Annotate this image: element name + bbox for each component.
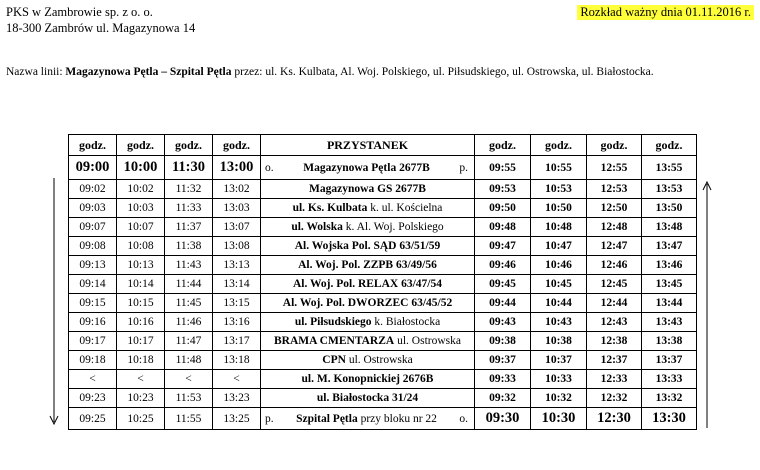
stop-detail: k. Al. Woj. Polskiego (342, 221, 444, 233)
return-time: 10:46 (531, 256, 587, 275)
return-time: 12:30 (587, 408, 642, 430)
return-time: 09:33 (475, 370, 531, 389)
stop-cell (261, 332, 475, 351)
col-header: godz. (531, 135, 587, 156)
departure-time: < (117, 370, 165, 389)
stop-detail: k. ul. Kościelna (367, 202, 443, 214)
stop-name: Magazynowa Pętla 2677B (303, 161, 430, 174)
departure-time: 10:15 (117, 294, 165, 313)
stop-cell (261, 237, 475, 256)
stop-name: Al. Woj. Pol. RELAX 63/47/54 (293, 278, 442, 290)
departure-time: 11:33 (165, 199, 213, 218)
stop-detail: k. Białostocka (371, 316, 441, 328)
return-time: 13:44 (642, 294, 697, 313)
table-row (69, 389, 697, 408)
return-time: 12:46 (587, 256, 642, 275)
departure-time: 13:02 (213, 180, 261, 199)
table-row (69, 237, 697, 256)
return-time: 12:53 (587, 180, 642, 199)
return-time: 13:38 (642, 332, 697, 351)
departure-time: 13:18 (213, 351, 261, 370)
return-time: 12:44 (587, 294, 642, 313)
return-time: 09:55 (475, 156, 531, 180)
departure-time: 13:25 (213, 408, 261, 430)
departure-time: < (213, 370, 261, 389)
return-time: 10:55 (531, 156, 587, 180)
table-row (69, 275, 697, 294)
table-row (69, 408, 697, 430)
departure-time: 11:55 (165, 408, 213, 430)
return-time: 13:53 (642, 180, 697, 199)
validity-date: Rozkład ważny dnia 01.11.2016 r. (577, 5, 754, 20)
stop-name: ul. Ks. Kulbata (292, 202, 368, 214)
return-time: 13:43 (642, 313, 697, 332)
return-time: 10:44 (531, 294, 587, 313)
stop-cell (261, 351, 475, 370)
departure-time: 10:13 (117, 256, 165, 275)
departure-time: 11:43 (165, 256, 213, 275)
departure-time: 09:08 (69, 237, 117, 256)
departure-time: 09:23 (69, 389, 117, 408)
stop-cell (261, 218, 475, 237)
return-time: 09:47 (475, 237, 531, 256)
return-time: 10:43 (531, 313, 587, 332)
return-time: 12:50 (587, 199, 642, 218)
stop-name: Al. Woj. Pol. DWORZEC 63/45/52 (282, 297, 453, 309)
stop-name: ul. M. Konopnickiej 2676B (301, 373, 434, 385)
return-time: 10:37 (531, 351, 587, 370)
return-time: 12:43 (587, 313, 642, 332)
route-via: przez: ul. Ks. Kulbata, Al. Woj. Polskiego, ul. Piłsudskiego, ul. Ostrowska, ul. Białostocka. (234, 66, 654, 78)
return-time: 13:45 (642, 275, 697, 294)
stop-name: Magazynowa GS 2677B (309, 183, 426, 195)
return-time: 09:50 (475, 199, 531, 218)
table-row (69, 199, 697, 218)
col-header: godz. (69, 135, 117, 156)
table-row (69, 332, 697, 351)
departure-time: 13:00 (213, 156, 261, 180)
stop-name: ul. Wolska (291, 221, 343, 233)
return-time: 09:45 (475, 275, 531, 294)
stop-tag: p. (265, 412, 274, 425)
return-time: 13:55 (642, 156, 697, 180)
departure-time: 09:25 (69, 408, 117, 430)
return-time: 09:43 (475, 313, 531, 332)
departure-time: 10:23 (117, 389, 165, 408)
departure-time: 13:14 (213, 275, 261, 294)
stop-name: Al. Woj. Pol. ZZPB 63/49/56 (298, 259, 437, 271)
departure-time: 10:14 (117, 275, 165, 294)
stop-tag: o. (265, 161, 274, 174)
table-row (69, 180, 697, 199)
col-header: godz. (642, 135, 697, 156)
return-time: 12:55 (587, 156, 642, 180)
departure-time: 13:23 (213, 389, 261, 408)
departure-time: 09:17 (69, 332, 117, 351)
route-name: Magazynowa Pętla – Szpital Pętla (65, 66, 232, 78)
departure-time: 09:00 (69, 156, 117, 180)
return-time: 10:45 (531, 275, 587, 294)
departure-time: 11:30 (165, 156, 213, 180)
departure-time: 13:13 (213, 256, 261, 275)
departure-time: 13:17 (213, 332, 261, 351)
return-time: 09:53 (475, 180, 531, 199)
stop-cell (261, 156, 475, 180)
return-time: 10:38 (531, 332, 587, 351)
company-name: PKS w Zambrowie sp. z o. o. (6, 5, 153, 19)
departure-time: 11:46 (165, 313, 213, 332)
return-time: 13:47 (642, 237, 697, 256)
departure-time: 10:17 (117, 332, 165, 351)
return-time: 09:44 (475, 294, 531, 313)
return-time: 10:33 (531, 370, 587, 389)
stop-tag: p. (459, 161, 468, 174)
departure-time: 11:38 (165, 237, 213, 256)
return-time: 09:30 (475, 408, 531, 430)
departure-time: 10:07 (117, 218, 165, 237)
stop-cell (261, 294, 475, 313)
departure-time: < (69, 370, 117, 389)
return-time: 13:46 (642, 256, 697, 275)
table-row (69, 256, 697, 275)
departure-time: 13:07 (213, 218, 261, 237)
company-address: 18-300 Zambrów ul. Magazynowa 14 (6, 21, 196, 35)
route-label: Nazwa linii: (6, 66, 63, 78)
departure-time: 11:47 (165, 332, 213, 351)
return-time: 12:33 (587, 370, 642, 389)
stop-cell (261, 389, 475, 408)
return-time: 13:48 (642, 218, 697, 237)
stop-detail: przy bloku nr 22 (357, 412, 437, 425)
stop-name: ul. Białostocka 31/24 (316, 392, 419, 404)
stop-detail: ul. Ostrowska (394, 335, 461, 347)
return-time: 10:32 (531, 389, 587, 408)
arrow-down-icon (48, 178, 60, 428)
return-time: 13:30 (642, 408, 697, 430)
departure-time: 11:45 (165, 294, 213, 313)
return-time: 10:48 (531, 218, 587, 237)
return-time: 13:32 (642, 389, 697, 408)
timetable (68, 134, 697, 430)
stop-cell (261, 370, 475, 389)
table-row (69, 218, 697, 237)
col-header: godz. (213, 135, 261, 156)
stop-cell (261, 256, 475, 275)
departure-time: 09:02 (69, 180, 117, 199)
header-row (69, 135, 697, 156)
col-header: godz. (165, 135, 213, 156)
return-time: 09:46 (475, 256, 531, 275)
stop-cell (261, 275, 475, 294)
return-time: 10:50 (531, 199, 587, 218)
stop-cell (261, 180, 475, 199)
departure-time: 13:16 (213, 313, 261, 332)
stop-cell (261, 199, 475, 218)
col-header: godz. (587, 135, 642, 156)
return-time: 12:32 (587, 389, 642, 408)
stop-name: BRAMA CMENTARZA (274, 335, 395, 347)
departure-time: 10:16 (117, 313, 165, 332)
return-time: 12:38 (587, 332, 642, 351)
departure-time: < (165, 370, 213, 389)
arrow-up-icon (701, 178, 713, 428)
departure-time: 09:14 (69, 275, 117, 294)
departure-time: 11:48 (165, 351, 213, 370)
departure-time: 10:02 (117, 180, 165, 199)
stop-cell (261, 313, 475, 332)
departure-time: 11:44 (165, 275, 213, 294)
departure-time: 11:37 (165, 218, 213, 237)
stop-tag: o. (459, 412, 468, 425)
table-row (69, 156, 697, 180)
departure-time: 10:03 (117, 199, 165, 218)
return-time: 12:45 (587, 275, 642, 294)
stop-name: ul. Piłsudskiego (294, 316, 372, 328)
departure-time: 13:03 (213, 199, 261, 218)
return-time: 10:53 (531, 180, 587, 199)
departure-time: 10:08 (117, 237, 165, 256)
departure-time: 09:15 (69, 294, 117, 313)
return-time: 09:37 (475, 351, 531, 370)
return-time: 09:48 (475, 218, 531, 237)
col-header: godz. (475, 135, 531, 156)
departure-time: 09:18 (69, 351, 117, 370)
departure-time: 09:16 (69, 313, 117, 332)
stop-name: Al. Wojska Pol. SĄD 63/51/59 (294, 240, 441, 252)
departure-time: 11:53 (165, 389, 213, 408)
table-row (69, 313, 697, 332)
return-time: 13:50 (642, 199, 697, 218)
route-description (6, 66, 654, 78)
return-time: 12:47 (587, 237, 642, 256)
stop-header: PRZYSTANEK (261, 135, 475, 156)
return-time: 09:32 (475, 389, 531, 408)
stop-detail: ul. Ostrowska (345, 354, 413, 366)
return-time: 10:47 (531, 237, 587, 256)
return-time: 13:33 (642, 370, 697, 389)
company-info (6, 4, 195, 36)
stop-label (296, 413, 437, 425)
departure-time: 10:25 (117, 408, 165, 430)
return-time: 12:48 (587, 218, 642, 237)
departure-time: 10:18 (117, 351, 165, 370)
departure-time: 09:13 (69, 256, 117, 275)
return-time: 09:38 (475, 332, 531, 351)
table-row (69, 294, 697, 313)
col-header: godz. (117, 135, 165, 156)
departure-time: 09:07 (69, 218, 117, 237)
departure-time: 10:00 (117, 156, 165, 180)
table-row (69, 370, 697, 389)
stop-cell (261, 408, 475, 430)
departure-time: 13:15 (213, 294, 261, 313)
table-row (69, 351, 697, 370)
departure-time: 09:03 (69, 199, 117, 218)
stop-name: Szpital Pętla (296, 412, 358, 425)
return-time: 13:37 (642, 351, 697, 370)
stop-name: CPN (322, 354, 346, 366)
timetable-body (69, 156, 697, 430)
return-time: 10:30 (531, 408, 587, 430)
return-time: 12:37 (587, 351, 642, 370)
departure-time: 11:32 (165, 180, 213, 199)
departure-time: 13:08 (213, 237, 261, 256)
